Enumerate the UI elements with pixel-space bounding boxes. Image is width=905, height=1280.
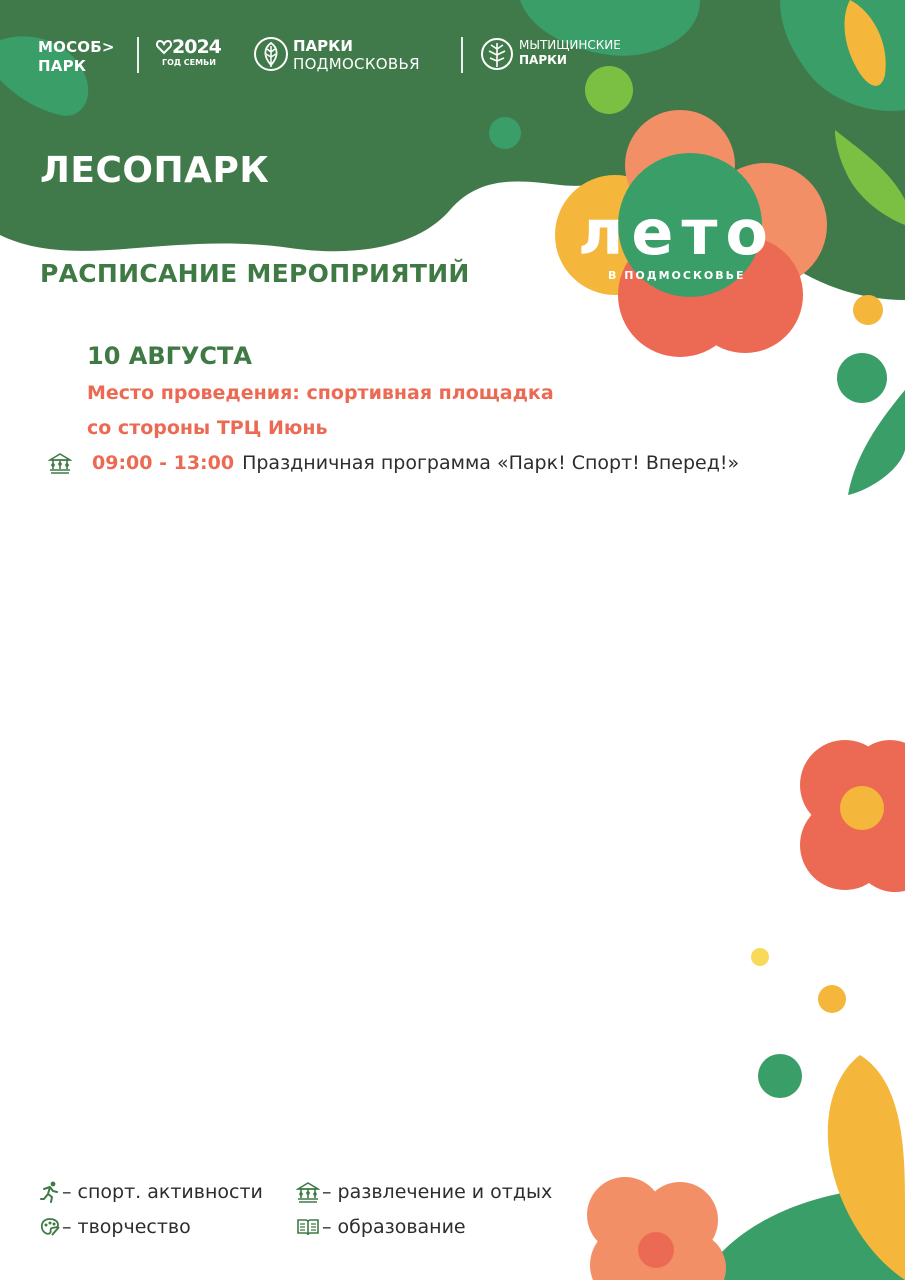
dot-green-1 — [837, 353, 887, 403]
header-dot-green — [489, 117, 521, 149]
mosobl-park-logo-line2: ПАРК — [38, 57, 87, 75]
mytishchi-logo-line2: ПАРКИ — [519, 53, 567, 67]
legend-label-entertainment: – развлечение и отдых — [322, 1181, 553, 1203]
carousel-icon — [296, 1181, 320, 1203]
dot-yellow-small — [751, 948, 769, 966]
coral-flower-center — [840, 786, 884, 830]
summer-logo-word: лето — [578, 196, 776, 269]
parki-logo-line1: ПАРКИ — [293, 37, 353, 55]
legend-item-entertainment — [296, 1181, 552, 1203]
logo-divider-2 — [461, 37, 463, 73]
parki-logo-line2: ПОДМОСКОВЬЯ — [293, 55, 420, 73]
salmon-flower-center — [638, 1232, 674, 1268]
parki-podmoskovya-logo — [293, 37, 420, 73]
legend-item-creativity — [40, 1216, 191, 1238]
leaf-logo-icon — [253, 36, 289, 72]
venue-line-2: со стороны ТРЦ Июнь — [87, 417, 328, 439]
legend-item-sport — [40, 1181, 263, 1203]
page-title: ЛЕСОПАРК — [40, 150, 270, 191]
book-icon — [296, 1217, 320, 1237]
heart-icon — [156, 39, 172, 55]
legend-label-sport: – спорт. активности — [62, 1181, 263, 1203]
event-time: 09:00 - 13:00 — [92, 452, 235, 474]
dot-green-2 — [758, 1054, 802, 1098]
legend-label-education: – образование — [322, 1216, 466, 1238]
venue-line-1: Место проведения: спортивная площадка — [87, 382, 554, 404]
legend-item-education — [296, 1216, 466, 1238]
legend-label-creativity: – творчество — [62, 1216, 191, 1238]
palette-icon — [40, 1217, 60, 1237]
summer-logo-subtitle: В ПОДМОСКОВЬЕ — [608, 269, 746, 282]
mytishchi-parks-logo — [519, 38, 621, 68]
year-of-family-caption: ГОД СЕМЬИ — [162, 58, 216, 67]
green-leaf-right — [848, 390, 905, 495]
logo-divider — [137, 37, 139, 73]
dot-yellow-1 — [853, 295, 883, 325]
mosobl-park-logo-line1: МОСОБ> — [38, 38, 115, 56]
year-of-family-year: 2024 — [172, 36, 221, 58]
schedule-title: РАСПИСАНИЕ МЕРОПРИЯТИЙ — [40, 259, 470, 288]
event-title: Праздничная программа «Парк! Спорт! Вперед!» — [242, 452, 740, 474]
year-of-family-logo — [156, 36, 221, 67]
dot-yellow-2 — [818, 985, 846, 1013]
tree-logo-icon — [480, 37, 514, 71]
event-row — [48, 452, 739, 474]
mosobl-park-logo — [38, 38, 115, 76]
event-date: 10 АВГУСТА — [87, 342, 252, 370]
running-icon — [40, 1181, 60, 1203]
carousel-icon — [48, 452, 72, 474]
header-dot-light-green — [585, 66, 633, 114]
mytishchi-logo-line1: МЫТИЩИНСКИЕ — [519, 38, 621, 52]
